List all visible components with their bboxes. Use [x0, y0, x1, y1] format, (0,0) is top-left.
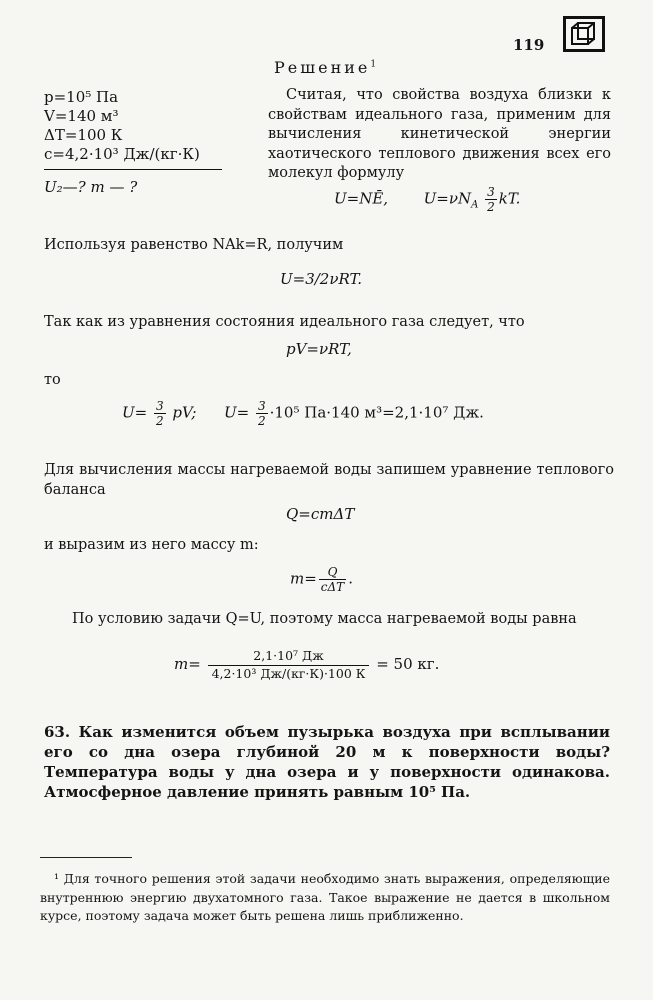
given-pressure: p=10⁵ Па — [44, 88, 119, 106]
formula-1-sub: A — [471, 199, 479, 211]
fraction-numerator: 3 — [156, 399, 164, 413]
given-divider — [44, 169, 222, 170]
fraction-numerator: Q — [319, 566, 346, 580]
formula-3: pV=νRT, — [286, 340, 352, 358]
fraction-3-2 — [485, 186, 497, 213]
fraction-3-2 — [256, 400, 268, 427]
fraction-denominator: 2 — [156, 414, 164, 428]
formula-5: Q=cmΔT — [286, 505, 355, 523]
intro-text: Считая, что свойства воздуха близки к свойствам идеального газа, применим для вычисления кинетической энергии хаотического теплового движения всех его молекул формулу — [268, 87, 611, 182]
cube-icon — [563, 16, 605, 52]
fraction-numerator: 3 — [257, 399, 266, 413]
formula-6 — [290, 566, 353, 593]
paragraph-5: Для вычисления массы нагреваемой воды запишем уравнение теплового баланса — [44, 462, 614, 498]
formula-4a-prefix: U= — [122, 403, 148, 422]
formula-7-result: = 50 кг. — [376, 655, 440, 673]
fraction-denominator: cΔT — [320, 580, 345, 594]
given-delta-t: ΔT=100 К — [44, 126, 123, 144]
fraction-denominator: 2 — [487, 200, 495, 214]
paragraph-7: По условию задачи Q=U, поэтому масса нагреваемой воды равна — [72, 611, 577, 627]
formula-1 — [334, 186, 520, 213]
paragraph-2: Используя равенство NAk=R, получим — [44, 237, 344, 253]
formula-1-right: U=νN — [423, 189, 472, 208]
fraction-numerator: 3 — [487, 185, 495, 199]
solution-heading — [274, 58, 376, 77]
fraction-3-2 — [154, 400, 166, 427]
formula-4 — [122, 400, 484, 427]
formula-1-suffix: kT. — [498, 189, 521, 208]
formula-6-suffix: . — [348, 569, 353, 588]
formula-4a-suffix: pV; — [172, 403, 197, 422]
paragraph-6: и выразим из него массу m: — [44, 537, 259, 553]
paragraph-3: Так как из уравнения состояния идеального газа следует, что — [44, 314, 525, 330]
formula-1-left: U=NĒ, — [334, 189, 389, 208]
formula-4b-suffix: ·10⁵ Па·140 м³=2,1·10⁷ Дж. — [269, 403, 484, 422]
fraction-denominator: 4,2·10³ Дж/(кг·К)·100 К — [211, 665, 366, 681]
fraction-mass — [208, 650, 370, 680]
intro-paragraph — [268, 86, 611, 184]
formula-7 — [174, 650, 439, 680]
formula-7-prefix: m= — [174, 655, 201, 673]
footnote — [40, 870, 610, 926]
unknowns: U₂—? m — ? — [44, 178, 138, 196]
formula-6-prefix: m= — [290, 569, 317, 588]
formula-2: U=3/2νRT. — [280, 270, 363, 288]
formula-4b-prefix: U= — [223, 403, 250, 422]
fraction-numerator: 2,1·10⁷ Дж — [208, 650, 370, 666]
given-heat-capacity: c=4,2·10³ Дж/(кг·К) — [44, 145, 200, 163]
footnote-text: ¹ Для точного решения этой задачи необходимо знать выражения, определяющие внутреннюю энергию двухатомного газа. Такое выражение не дается в школьном курсе, поэтому задача может быть решена лишь приближенно. — [40, 871, 610, 923]
page-number: 119 — [513, 36, 545, 54]
given-block — [44, 88, 224, 164]
given-volume: V=140 м³ — [44, 107, 119, 125]
problem-63: 63. Как изменится объем пузырька воздуха при всплывании его со дна озера глубиной 20 м к поверхности воды? Температура воды у дна озера и у поверхности одинакова. Атмосферное давление принять равным 10⁵ Па. — [44, 723, 610, 801]
fraction-q-cdt — [319, 566, 346, 593]
footnote-mark: 1 — [370, 59, 377, 70]
paragraph-4: то — [44, 372, 61, 388]
footnote-divider — [40, 857, 132, 858]
solution-title: Решение — [274, 58, 371, 77]
fraction-denominator: 2 — [257, 414, 266, 428]
